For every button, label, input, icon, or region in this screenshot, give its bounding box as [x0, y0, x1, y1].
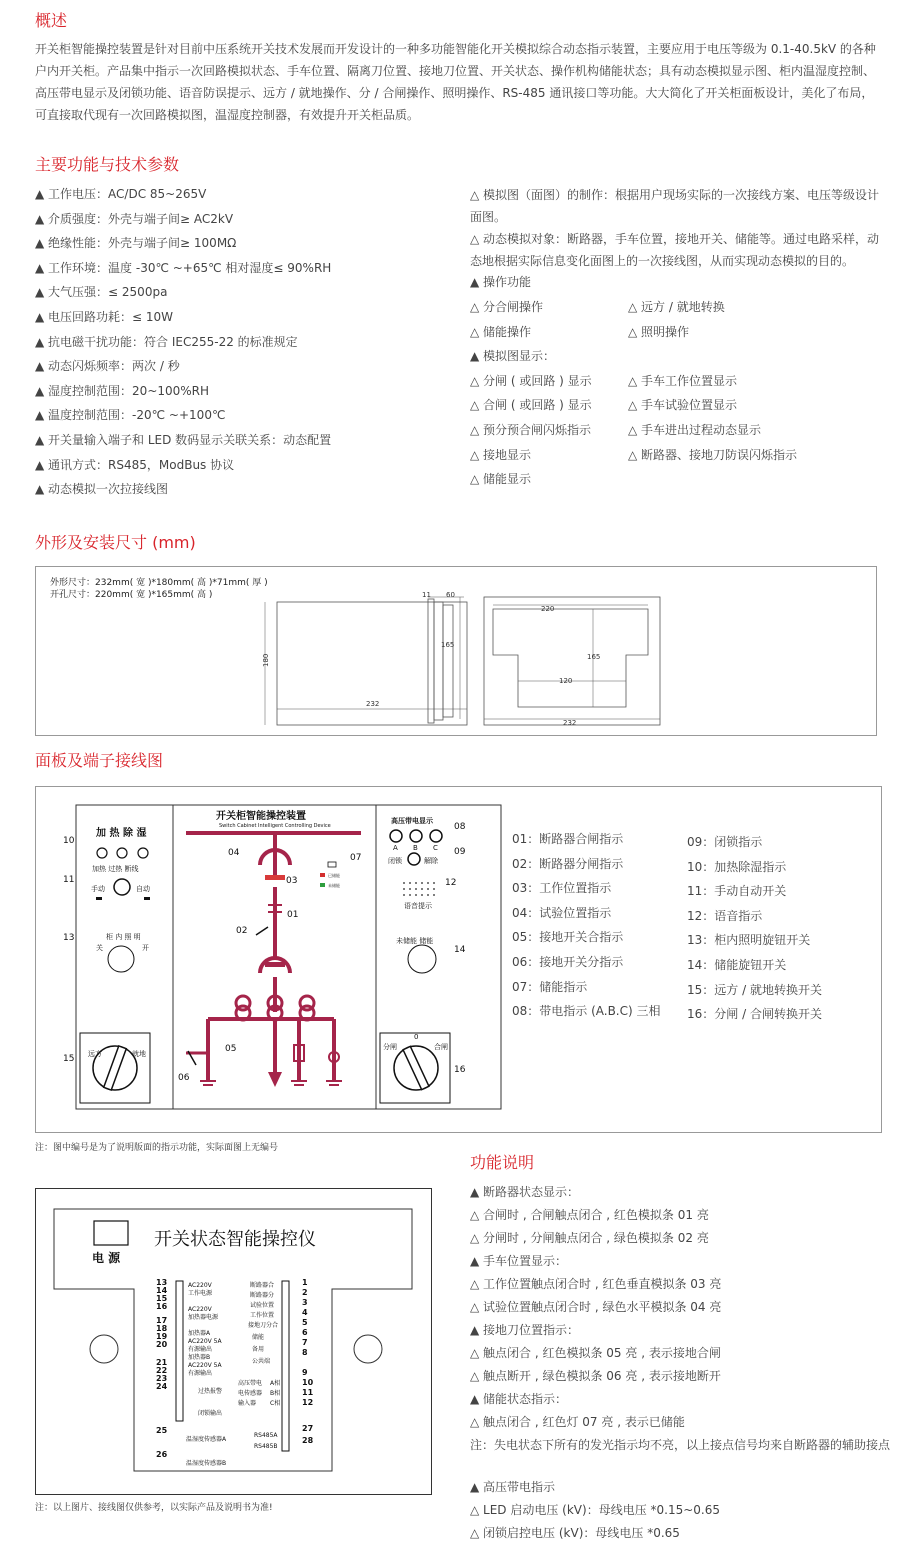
terminal-num-left: 26: [156, 1450, 168, 1459]
legend-item: 06：接地开关分指示: [512, 954, 624, 969]
spec-item: ▲ 大气压强：≤ 2500pa: [35, 285, 168, 300]
num-09: 09: [454, 847, 466, 857]
tl-0: AC220V: [188, 1282, 212, 1289]
legend-item: 14：储能旋钮开关: [687, 957, 787, 972]
terminal-num-left: 25: [156, 1426, 168, 1435]
dim-60: 60: [446, 591, 455, 599]
terminal-num-left: 18: [156, 1324, 168, 1333]
tr-11: A相: [270, 1380, 281, 1387]
tr-8: 高压带电: [238, 1380, 263, 1387]
func-item: △ 分闸时 , 分闸触点闭合 , 绿色模拟条 02 亮: [470, 1231, 709, 1245]
num-01: 01: [287, 910, 299, 920]
specs-left-list: [35, 182, 331, 502]
dim-232a: 232: [366, 700, 380, 708]
num-02: 02: [236, 926, 248, 936]
unlock-label: 解除: [424, 857, 438, 865]
func-item: △ 合闸时 , 合闸触点闭合 , 红色模拟条 01 亮: [470, 1208, 709, 1222]
dims-drawing: [36, 567, 876, 735]
outline-size: 外形尺寸：232mm( 宽 )*180mm( 高 )*71mm( 厚 ): [50, 578, 268, 588]
terminal-num-right: 1: [302, 1278, 308, 1287]
lock-label: 闭锁: [388, 857, 402, 865]
terminal-box: [35, 1188, 432, 1495]
spec-right-para2: △ 动态模拟对象：断路器，手车位置，接地开关、储能等。通过电路采样，动态地根据实际信息变化面图上的一次接线图，从而实现动态模拟的目的。: [470, 232, 880, 268]
light-on: 开: [142, 944, 149, 952]
legend-item: 16：分闸 / 合闸转换开关: [687, 1007, 822, 1022]
tr-1: 断路器分: [250, 1292, 275, 1299]
spec-item: ▲ 工作电压：AC/DC 85~265V: [35, 187, 207, 201]
knob16-left: 分闸: [383, 1043, 397, 1051]
spec-item: ▲ 动态闪烁频率：两次 / 秒: [35, 359, 180, 374]
unstored-label: 未储能: [328, 883, 340, 888]
num-16: 16: [454, 1065, 466, 1075]
tr-9: 电传感器: [238, 1390, 263, 1397]
terminal-num-right: 8: [302, 1348, 308, 1357]
terminal-note: 注：以上图片、接线图仅供参考，以实际产品及说明书为准!: [35, 1503, 273, 1513]
func-item: ▲ 接地刀位置指示：: [470, 1323, 580, 1337]
heat-title: 加 热 除 湿: [96, 828, 147, 839]
heat-sub: 加热 过热 断线: [92, 865, 139, 873]
op-item: △ 照明操作: [628, 324, 690, 339]
terminal-num-right: 5: [302, 1318, 308, 1327]
tr-6: 备用: [252, 1346, 265, 1353]
func-item: ▲ 手车位置显示：: [470, 1254, 568, 1268]
device-subtitle: Switch Cabinet Intelligent Controlling Device: [219, 823, 331, 829]
func-list: [470, 1181, 721, 1434]
legend-col2: [687, 830, 822, 1027]
disp-item: △ 合闸 ( 或回路 ) 显示: [470, 398, 592, 413]
legend-item: 09：闭锁指示: [687, 835, 763, 849]
num-14: 14: [454, 945, 466, 955]
dims-box: [35, 566, 877, 736]
tl-2: AC220V: [188, 1306, 212, 1313]
func-item: △ LED 启动电压 (kV)：母线电压 *0.15~0.65: [470, 1503, 721, 1517]
num-07: 07: [350, 853, 362, 863]
legend-col1: [512, 827, 661, 1024]
dim-11: 11: [422, 591, 431, 599]
terminal-num-left: 20: [156, 1340, 168, 1349]
terminal-num-left: 13: [156, 1278, 168, 1287]
terminal-drawing: [36, 1189, 431, 1494]
cutout-size: 开孔尺寸：220mm( 宽 )*165mm( 高 ): [50, 590, 213, 600]
knob16-zero: 0: [414, 1033, 419, 1041]
spec-item: ▲ 介质强度：外壳与端子间≥ AC2kV: [35, 211, 234, 226]
dim-120: 120: [559, 677, 573, 685]
tr-3: 工作位置: [250, 1312, 275, 1319]
terminal-num-left: 14: [156, 1286, 168, 1295]
spec-item: ▲ 动态模拟一次拉接线图: [35, 482, 169, 497]
tr-15: RS485B: [254, 1443, 278, 1450]
tl-3: 加热器电源: [188, 1314, 219, 1321]
tl-5: AC220V 5A: [188, 1338, 222, 1345]
legend-item: 01：断路器合闸指示: [512, 832, 624, 846]
terminal-num-right: 2: [302, 1288, 308, 1297]
op-col1: [470, 295, 592, 492]
legend-item: 05：接地开关合指示: [512, 930, 624, 945]
func-item: △ 触点闭合 , 红色模拟条 05 亮 , 表示接地合闸: [470, 1346, 721, 1360]
dim-180: 180: [262, 653, 270, 667]
tr-14: RS485A: [254, 1432, 278, 1439]
disp-item: △ 储能显示: [470, 472, 532, 487]
num-03: 03: [286, 876, 298, 886]
spec-right-para1: △ 模拟图（面图）的制作：根据用户现场实际的一次接线方案、电压等级设计面图。: [470, 188, 880, 224]
knob15-left: 远方: [88, 1050, 102, 1058]
terminal-num-right: 28: [302, 1436, 314, 1445]
terminal-num-right: 10: [302, 1378, 314, 1387]
op-item: △ 远方 / 就地转换: [628, 300, 725, 314]
disp-item: △ 预分预合闸闪烁指示: [470, 422, 592, 437]
terminal-num-right: 12: [302, 1398, 314, 1407]
func-note: 注：失电状态下所有的发光指示均不亮，以上接点信号均来自断路器的辅助接点: [470, 1438, 891, 1452]
tl-12: 温湿度传感器A: [186, 1436, 227, 1443]
dims-title: 外形及安装尺寸 (mm): [35, 533, 196, 552]
tl-1: 工作电源: [188, 1290, 213, 1297]
terminal-title: 开关状态智能操控仪: [154, 1229, 316, 1250]
legend-item: 13：柜内照明旋钮开关: [687, 933, 811, 948]
func-item: ▲ 断路器状态显示：: [470, 1185, 580, 1199]
spec-item: ▲ 温度控制范围：-20℃ ~+100℃: [35, 408, 226, 423]
overview-text: 开关柜智能操控装置是针对目前中压系统开关技术发展而开发设计的一种多功能智能化开关模拟综合动态指示装置，主要应用于电压等级为 0.1-40.5kV 的各种户内开关柜。产品集中指示一次回路模拟状态、手车位置、隔离刀位置、接地刀位置、开关状态、操作机构储能状态；具有动态模拟显示图、柜内温湿度控制、高压带电显示及闭锁功能、语音防误提示、远方 / 就地操作、分 / 合闸操作、照明操作、RS-485 通讯接口等功能。大大简化了开关柜面板设计，美化了布局，可直接取代现有一次回路模拟图，温湿度控制器，有效提升开关柜品质。: [35, 42, 876, 122]
terminal-num-left: 21: [156, 1358, 168, 1367]
terminal-num-right: 7: [302, 1338, 308, 1347]
func-item: △ 试验位置触点闭合时 , 绿色水平模拟条 04 亮: [470, 1300, 722, 1314]
dim-165b: 165: [587, 653, 601, 661]
legend-item: 15：远方 / 就地转换开关: [687, 982, 822, 997]
phase-a: A: [393, 844, 398, 852]
specs-title: 主要功能与技术参数: [35, 155, 180, 174]
legend-item: 07：储能指示: [512, 979, 588, 994]
spec-item: ▲ 通讯方式：RS485，ModBus 协议: [35, 457, 235, 472]
store-knob-label: 未储能 储能: [396, 937, 434, 945]
num-11: 11: [63, 875, 75, 885]
spec-item: ▲ 工作环境：温度 -30℃ ~+65℃ 相对湿度≤ 90%RH: [35, 260, 332, 275]
disp-item: △ 手车工作位置显示: [628, 373, 738, 388]
legend-item: 04：试验位置指示: [512, 905, 612, 920]
panel-note: 注：图中编号是为了说明版面的指示功能，实际面图上无编号: [35, 1143, 279, 1153]
num-13: 13: [63, 933, 75, 943]
terminal-num-left: 15: [156, 1294, 168, 1303]
hv-title: 高压带电显示: [391, 817, 433, 825]
op-item: △ 分合闸操作: [470, 300, 544, 314]
panel-title: 面板及端子接线图: [35, 751, 164, 770]
overview-title: 概述: [35, 11, 68, 30]
panel-box: [35, 786, 882, 1133]
disp-item: △ 断路器、接地刀防误闪烁指示: [628, 447, 798, 462]
terminal-num-left: 19: [156, 1332, 168, 1341]
phase-b: B: [413, 844, 418, 852]
light-title: 柜 内 照 明: [106, 933, 141, 941]
spec-item: ▲ 抗电磁干扰功能：符合 IEC255-22 的标准规定: [35, 334, 298, 349]
spec-item: ▲ 开关量输入端子和 LED 数码显示关联关系：动态配置: [35, 432, 332, 447]
func-list2: [470, 1476, 720, 1545]
func-item: △ 工作位置触点闭合时 , 红色垂直模拟条 03 亮: [470, 1277, 722, 1291]
terminal-num-left: 22: [156, 1366, 168, 1375]
num-10: 10: [63, 836, 75, 846]
knob15-right: 就地: [132, 1050, 146, 1058]
legend-item: 03：工作位置指示: [512, 881, 612, 896]
dim-220: 220: [541, 605, 555, 613]
terminal-num-left: 16: [156, 1302, 168, 1311]
disp-item: △ 分闸 ( 或回路 ) 显示: [470, 373, 592, 388]
terminal-num-left: 17: [156, 1316, 168, 1325]
voice-label: 语音提示: [404, 902, 432, 910]
phase-c: C: [433, 844, 438, 852]
tl-8: AC220V 5A: [188, 1362, 222, 1369]
light-off: 关: [96, 944, 103, 952]
knob16-right: 合闸: [434, 1043, 448, 1051]
num-04: 04: [228, 848, 240, 858]
dim-165a: 165: [441, 641, 455, 649]
spec-item: ▲ 湿度控制范围：20~100%RH: [35, 383, 210, 398]
num-12: 12: [445, 878, 457, 888]
legend-item: 08：带电指示 (A.B.C) 三相: [512, 1004, 661, 1019]
legend-item: 02：断路器分闸指示: [512, 856, 624, 871]
spec-item: ▲ 绝缘性能：外壳与端子间≥ 100MΩ: [35, 236, 237, 251]
op-item: △ 储能操作: [470, 324, 532, 339]
tr-7: 公共端: [252, 1358, 271, 1365]
device-title: 开关柜智能操控装置: [216, 811, 306, 822]
func-item: ▲ 储能状态指示：: [470, 1392, 568, 1406]
func-item: △ 闭锁启控电压 (kV)：母线电压 *0.65: [470, 1526, 680, 1540]
stored-label: 已储能: [328, 873, 340, 878]
op-col2: [628, 295, 797, 467]
terminal-num-right: 3: [302, 1298, 308, 1307]
num-05: 05: [225, 1044, 237, 1054]
op-list: [470, 270, 531, 295]
legend-item: 10：加热除湿指示: [687, 859, 787, 874]
tr-4: 接地刀分合: [248, 1322, 279, 1329]
tl-6: 有源输出: [188, 1346, 213, 1353]
legend-item: 11：手动自动开关: [687, 884, 787, 899]
tl-9: 有源输出: [188, 1370, 213, 1377]
terminal-num-left: 24: [156, 1382, 168, 1391]
tr-10: 输入器: [238, 1400, 257, 1407]
disp-item: △ 接地显示: [470, 447, 532, 462]
func-title: 功能说明: [470, 1153, 535, 1172]
tr-2: 试验位置: [250, 1302, 275, 1309]
tr-12: B相: [270, 1390, 281, 1397]
manual-label: 手动: [91, 885, 105, 893]
tl-11: 闭锁输出: [198, 1410, 223, 1417]
terminal-num-right: 4: [302, 1308, 308, 1317]
num-06: 06: [178, 1073, 190, 1083]
tr-0: 断路器合: [250, 1282, 275, 1289]
tl-7: 加热器B: [188, 1354, 211, 1361]
tl-13: 温湿度传感器B: [186, 1460, 227, 1467]
dim-232b: 232: [563, 719, 577, 727]
terminal-num-left: 23: [156, 1374, 168, 1383]
disp-title: ▲ 模拟图显示：: [470, 349, 556, 364]
func-item: △ 触点断开 , 绿色模拟条 06 亮 , 表示接地断开: [470, 1369, 721, 1383]
tl-10: 过热报警: [198, 1388, 223, 1395]
disp-item: △ 手车进出过程动态显示: [628, 422, 762, 437]
legend-item: 12：语音指示: [687, 908, 763, 923]
auto-label: 自动: [136, 885, 150, 893]
terminal-num-right: 9: [302, 1368, 308, 1377]
terminal-num-right: 11: [302, 1388, 314, 1397]
num-15: 15: [63, 1054, 75, 1064]
tl-4: 加热器A: [188, 1330, 211, 1337]
func-item: ▲ 高压带电指示: [470, 1480, 556, 1494]
spec-item: ▲ 电压回路功耗：≤ 10W: [35, 309, 174, 324]
num-08: 08: [454, 822, 466, 832]
disp-item: △ 手车试验位置显示: [628, 398, 738, 413]
terminal-num-right: 6: [302, 1328, 308, 1337]
terminal-num-right: 27: [302, 1424, 314, 1433]
op-title: ▲ 操作功能: [470, 275, 532, 289]
func-item: △ 触点闭合 , 红色灯 07 亮 , 表示已储能: [470, 1415, 685, 1429]
tr-5: 储能: [252, 1334, 265, 1341]
power-label: 电 源: [92, 1251, 121, 1265]
tr-13: C相: [270, 1400, 281, 1407]
